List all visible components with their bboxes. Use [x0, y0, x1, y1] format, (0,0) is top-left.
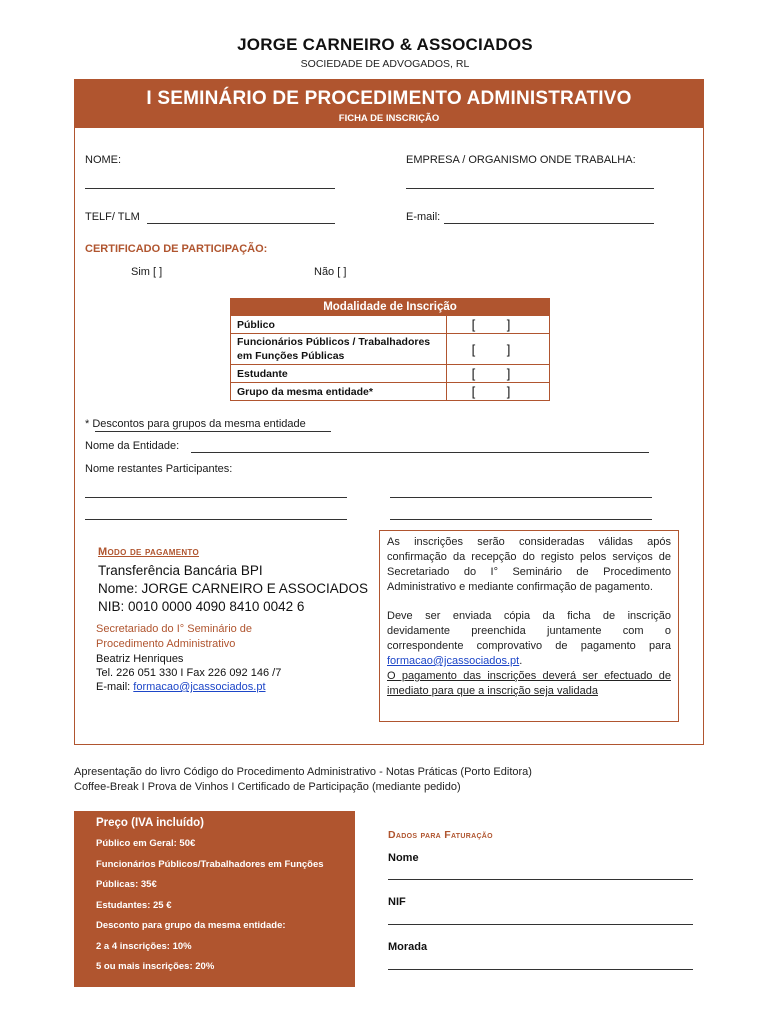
company-subtitle: SOCIEDADE DE ADVOGADOS, RL — [300, 58, 470, 70]
certificado-sim-checkbox[interactable]: Sim [ ] — [131, 266, 163, 278]
event-extras: Coffee-Break I Prova de Vinhos I Certificado de Participação (mediante pedido) — [74, 781, 461, 793]
telf-field[interactable] — [147, 223, 335, 224]
info-email-link[interactable]: formacao@jcassociados.pt — [387, 655, 520, 667]
certificado-title: CERTIFICADO DE PARTICIPAÇÃO: — [85, 243, 268, 255]
price-line: 2 a 4 inscrições: 10% — [96, 940, 192, 952]
participant-field[interactable] — [390, 497, 652, 498]
info-paragraph-validity: As inscrições serão consideradas válidas após confirmação da recepção do registo pelos serviços de Secretariado do I° Seminário de Procedimento Administrativo e mediante confirmação de pagamento. — [387, 536, 671, 593]
pagamento-name: Nome: JORGE CARNEIRO E ASSOCIADOS — [98, 581, 369, 596]
nome-field[interactable] — [85, 188, 335, 189]
info-paragraph-send: Deve ser enviada cópia da ficha de inscrição devidamente preenchida juntamente com o correspondente comprovativo de pagamento para formacao@jcassociados.pt. — [387, 610, 671, 667]
faturacao-nome-field[interactable] — [388, 879, 693, 880]
modalidade-header: Modalidade de Inscrição — [231, 299, 550, 316]
faturacao-nome-label: Nome — [388, 852, 419, 864]
contact-email-link[interactable]: formacao@jcassociados.pt — [133, 681, 266, 693]
modalidade-table — [230, 298, 550, 401]
telf-label: TELF/ TLM — [85, 211, 140, 223]
modalidade-checkbox[interactable]: [ ] — [447, 334, 550, 365]
price-line: Funcionários Públicos/Trabalhadores em Funções — [96, 858, 324, 870]
table-row — [231, 383, 550, 401]
restantes-label: Nome restantes Participantes: — [85, 463, 233, 475]
certificado-nao-checkbox[interactable]: Não [ ] — [314, 266, 347, 278]
modalidade-checkbox[interactable]: [ ] — [447, 365, 550, 383]
modalidade-label: Público — [231, 316, 447, 334]
empresa-field[interactable] — [406, 188, 654, 189]
form-subtitle: FICHA DE INSCRIÇÃO — [338, 113, 440, 124]
participant-field[interactable] — [390, 519, 652, 520]
contact-name: Beatriz Henriques — [96, 653, 184, 665]
info-send-text: Deve ser enviada cópia da ficha de inscrição devidamente preenchida juntamente com o correspondente comprovativo de pagamento para — [387, 610, 671, 652]
empresa-label: EMPRESA / ORGANISMO ONDE TRABALHA: — [406, 154, 636, 166]
email-field[interactable] — [444, 223, 654, 224]
contact-email-label: E-mail: — [96, 681, 131, 693]
validity-info-box — [379, 530, 679, 722]
seminar-banner — [75, 80, 703, 128]
price-line: 5 ou mais inscrições: 20% — [96, 961, 215, 972]
price-line: Desconto para grupo da mesma entidade: — [96, 920, 286, 931]
faturacao-title: Dados para Faturação — [388, 829, 493, 841]
descontos-note-text: * Descontos para grupos da mesma entidade — [85, 418, 306, 430]
modalidade-label: Grupo da mesma entidade* — [231, 383, 447, 401]
price-box — [74, 811, 355, 987]
seminar-title: I SEMINÁRIO DE PROCEDIMENTO ADMINISTRATIVO — [146, 88, 632, 109]
book-presentation: Apresentação do livro Código do Procedimento Administrativo - Notas Práticas (Porto Editora) — [74, 766, 532, 778]
faturacao-morada-label: Morada — [388, 941, 428, 953]
price-title: Preço (IVA incluído) — [96, 817, 204, 829]
table-row — [231, 316, 550, 334]
price-line: Público em Geral: 50€ — [96, 838, 196, 849]
modalidade-checkbox[interactable]: [ ] — [447, 383, 550, 401]
secretariado-line1: Secretariado do I° Seminário de — [96, 623, 253, 635]
table-row — [231, 334, 550, 365]
info-paragraph-payment: O pagamento das inscrições deverá ser efectuado de imediato para que a inscrição seja validada — [387, 670, 671, 697]
modalidade-checkbox[interactable]: [ ] — [447, 316, 550, 334]
pagamento-method: Transferência Bancária BPI — [98, 563, 263, 578]
secretariado-line2: Procedimento Administrativo — [96, 638, 236, 650]
pagamento-nib: NIB: 0010 0000 4090 8410 0042 6 — [98, 599, 305, 614]
faturacao-nif-label: NIF — [388, 896, 406, 908]
faturacao-nif-field[interactable] — [388, 924, 693, 925]
pagamento-title: Modo de pagamento — [98, 546, 199, 558]
descontos-underline — [95, 431, 331, 432]
price-line: Públicas: 35€ — [96, 879, 157, 890]
faturacao-morada-field[interactable] — [388, 969, 693, 970]
participant-field[interactable] — [85, 497, 347, 498]
modalidade-label: Estudante — [231, 365, 447, 383]
email-label: E-mail: — [406, 211, 441, 223]
nome-label: NOME: — [85, 154, 122, 166]
contact-phone: Tel. 226 051 330 I Fax 226 092 146 /7 — [96, 667, 282, 679]
entidade-field[interactable] — [191, 452, 649, 453]
price-line: Estudantes: 25 € — [96, 899, 172, 911]
table-row — [231, 365, 550, 383]
descontos-note — [85, 418, 306, 430]
entidade-label: Nome da Entidade: — [85, 440, 180, 452]
contact-email-row — [96, 681, 266, 693]
company-name: JORGE CARNEIRO & ASSOCIADOS — [237, 35, 533, 54]
participant-field[interactable] — [85, 519, 347, 520]
modalidade-label: Funcionários Públicos / Trabalhadores em Funções Públicas — [231, 334, 447, 365]
